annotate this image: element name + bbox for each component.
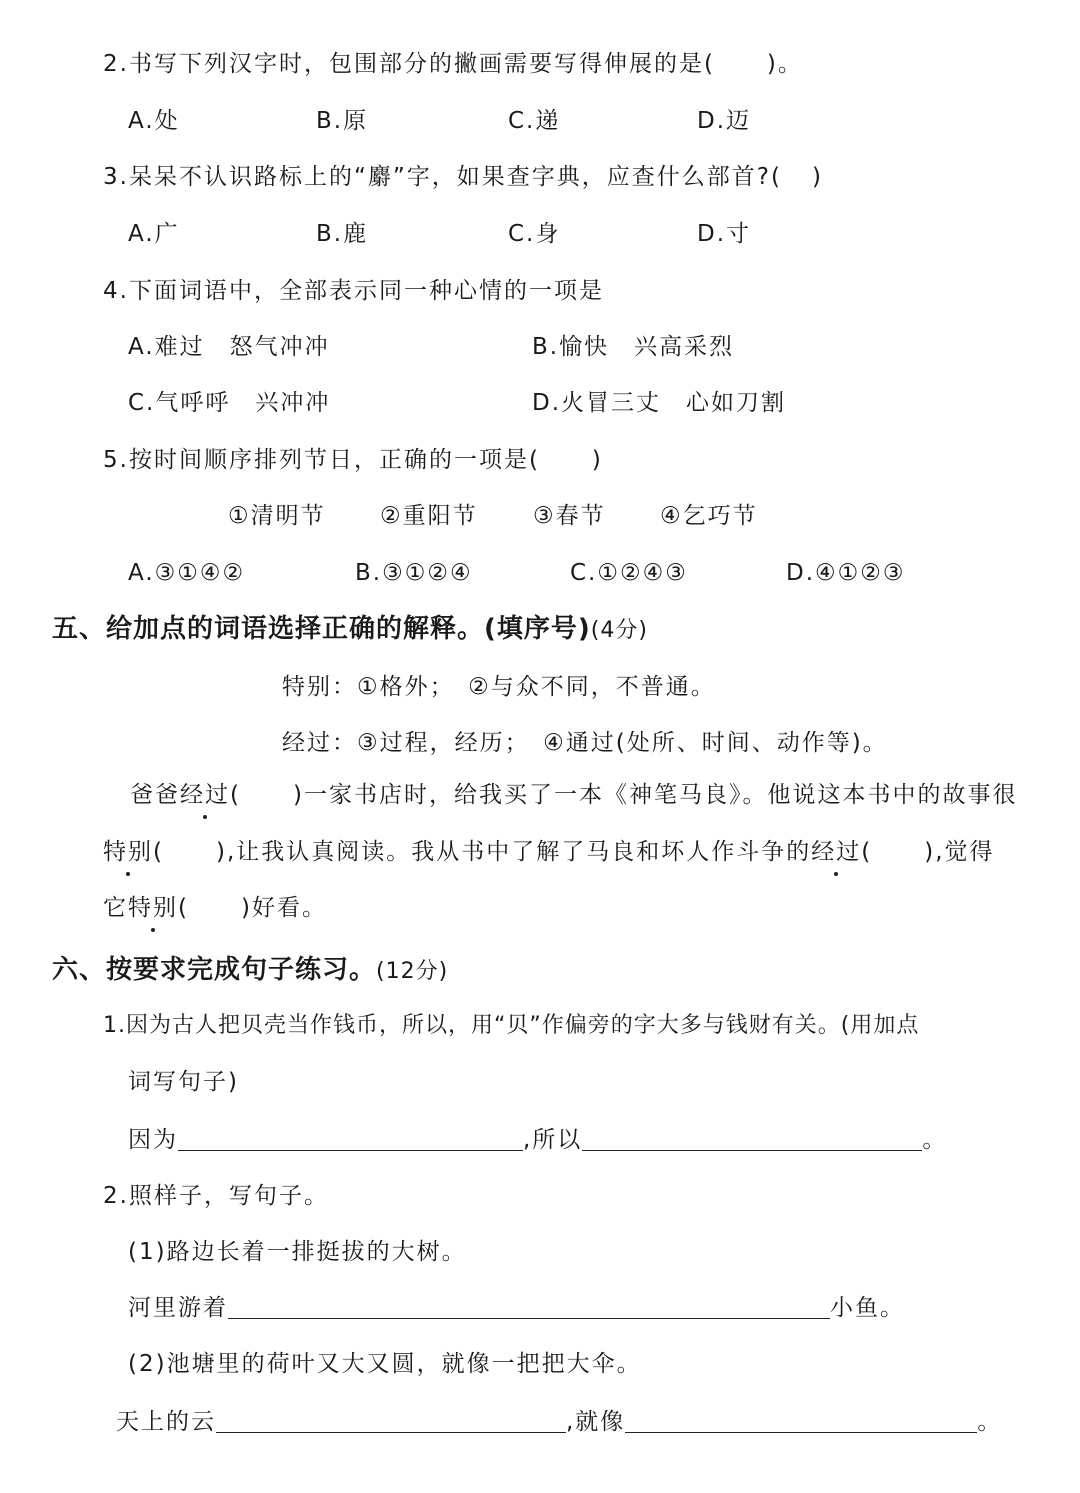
sec6-example-2: (2)池塘里的荷叶又大又圆，就像一把把大伞。 xyxy=(128,1351,642,1377)
sec6-q1-fill-line: 因为 ,所以 。 xyxy=(128,1124,947,1156)
q5-option-a[interactable]: A.③①④② xyxy=(128,560,246,586)
answer-line[interactable] xyxy=(625,1406,977,1433)
answer-line[interactable] xyxy=(216,1406,566,1433)
section-5-heading: 五、给加点的词语选择正确的解释。(填序号)(4分) xyxy=(52,614,648,644)
q2-option-c[interactable]: C.递 xyxy=(508,108,561,134)
q2-option-a[interactable]: A.处 xyxy=(128,108,180,134)
passage-line-2: 特别( ),让我认真阅读。我从书中了解了马良和坏人作斗争的经过( ),觉得 xyxy=(103,836,995,868)
answer-line[interactable] xyxy=(582,1124,922,1151)
q4-option-b[interactable]: B.愉快 兴高采烈 xyxy=(532,334,735,360)
sec6-q2-fill-line-1: 河里游着 小鱼。 xyxy=(128,1292,905,1324)
q5-option-d[interactable]: D.④①②③ xyxy=(786,560,906,586)
question-2-stem: 2.书写下列汉字时，包围部分的撇画需要写得伸展的是( )。 xyxy=(103,51,803,77)
q3-option-b[interactable]: B.鹿 xyxy=(316,221,369,247)
question-5-stem: 5.按时间顺序排列节日，正确的一项是( ) xyxy=(103,447,603,473)
festival-1: ①清明节 xyxy=(228,503,326,529)
q4-option-a[interactable]: A.难过 怒气冲冲 xyxy=(128,334,330,360)
section-6-heading: 六、按要求完成句子练习。(12分) xyxy=(52,955,449,985)
q3-option-a[interactable]: A.广 xyxy=(128,221,180,247)
festival-3: ③春节 xyxy=(533,503,606,529)
q4-option-c[interactable]: C.气呼呼 兴冲冲 xyxy=(128,390,331,416)
sec6-q2-fill-line-2: 天上的云 ,就像 。 xyxy=(116,1406,1002,1438)
sec6-question-1-cont: 词写句子) xyxy=(128,1069,239,1095)
sec6-question-2: 2.照样子，写句子。 xyxy=(103,1183,329,1209)
answer-line[interactable] xyxy=(178,1124,523,1151)
definition-jingguo: 经过：③过程，经历； ④通过(处所、时间、动作等)。 xyxy=(282,730,888,756)
sec6-question-1: 1.因为古人把贝壳当作钱币，所以，用“贝”作偏旁的字大多与钱财有关。(用加点 xyxy=(103,1013,920,1038)
q2-option-d[interactable]: D.迈 xyxy=(697,108,752,134)
dotted-word-jingguo: 经过 xyxy=(811,836,861,868)
q4-option-d[interactable]: D.火冒三丈 心如刀割 xyxy=(532,390,787,416)
q3-option-d[interactable]: D.寸 xyxy=(697,221,752,247)
q3-option-c[interactable]: C.身 xyxy=(508,221,561,247)
passage-line-3: 它特别( )好看。 xyxy=(103,892,327,924)
q5-option-b[interactable]: B.③①②④ xyxy=(355,560,473,586)
dotted-word-jingguo: 经过 xyxy=(180,779,230,811)
passage-line-1: 爸爸经过( )一家书店时，给我买了一本《神笔马良》。他说这本书中的故事很 xyxy=(130,779,1017,811)
dotted-word-tebie: 特别 xyxy=(103,836,153,868)
answer-line[interactable] xyxy=(228,1292,830,1319)
question-3-stem: 3.呆呆不认识路标上的“麝”字，如果查字典，应查什么部首?( ) xyxy=(103,164,823,190)
q2-option-b[interactable]: B.原 xyxy=(316,108,369,134)
dotted-word-tebie: 特别 xyxy=(128,892,178,924)
festival-4: ④乞巧节 xyxy=(660,503,758,529)
q5-option-c[interactable]: C.①②④③ xyxy=(570,560,688,586)
festival-2: ②重阳节 xyxy=(380,503,478,529)
definition-tebie: 特别：①格外； ②与众不同，不普通。 xyxy=(282,674,716,700)
question-4-stem: 4.下面词语中，全部表示同一种心情的一项是 xyxy=(103,278,604,304)
sec6-example-1: (1)路边长着一排挺拔的大树。 xyxy=(128,1239,467,1265)
